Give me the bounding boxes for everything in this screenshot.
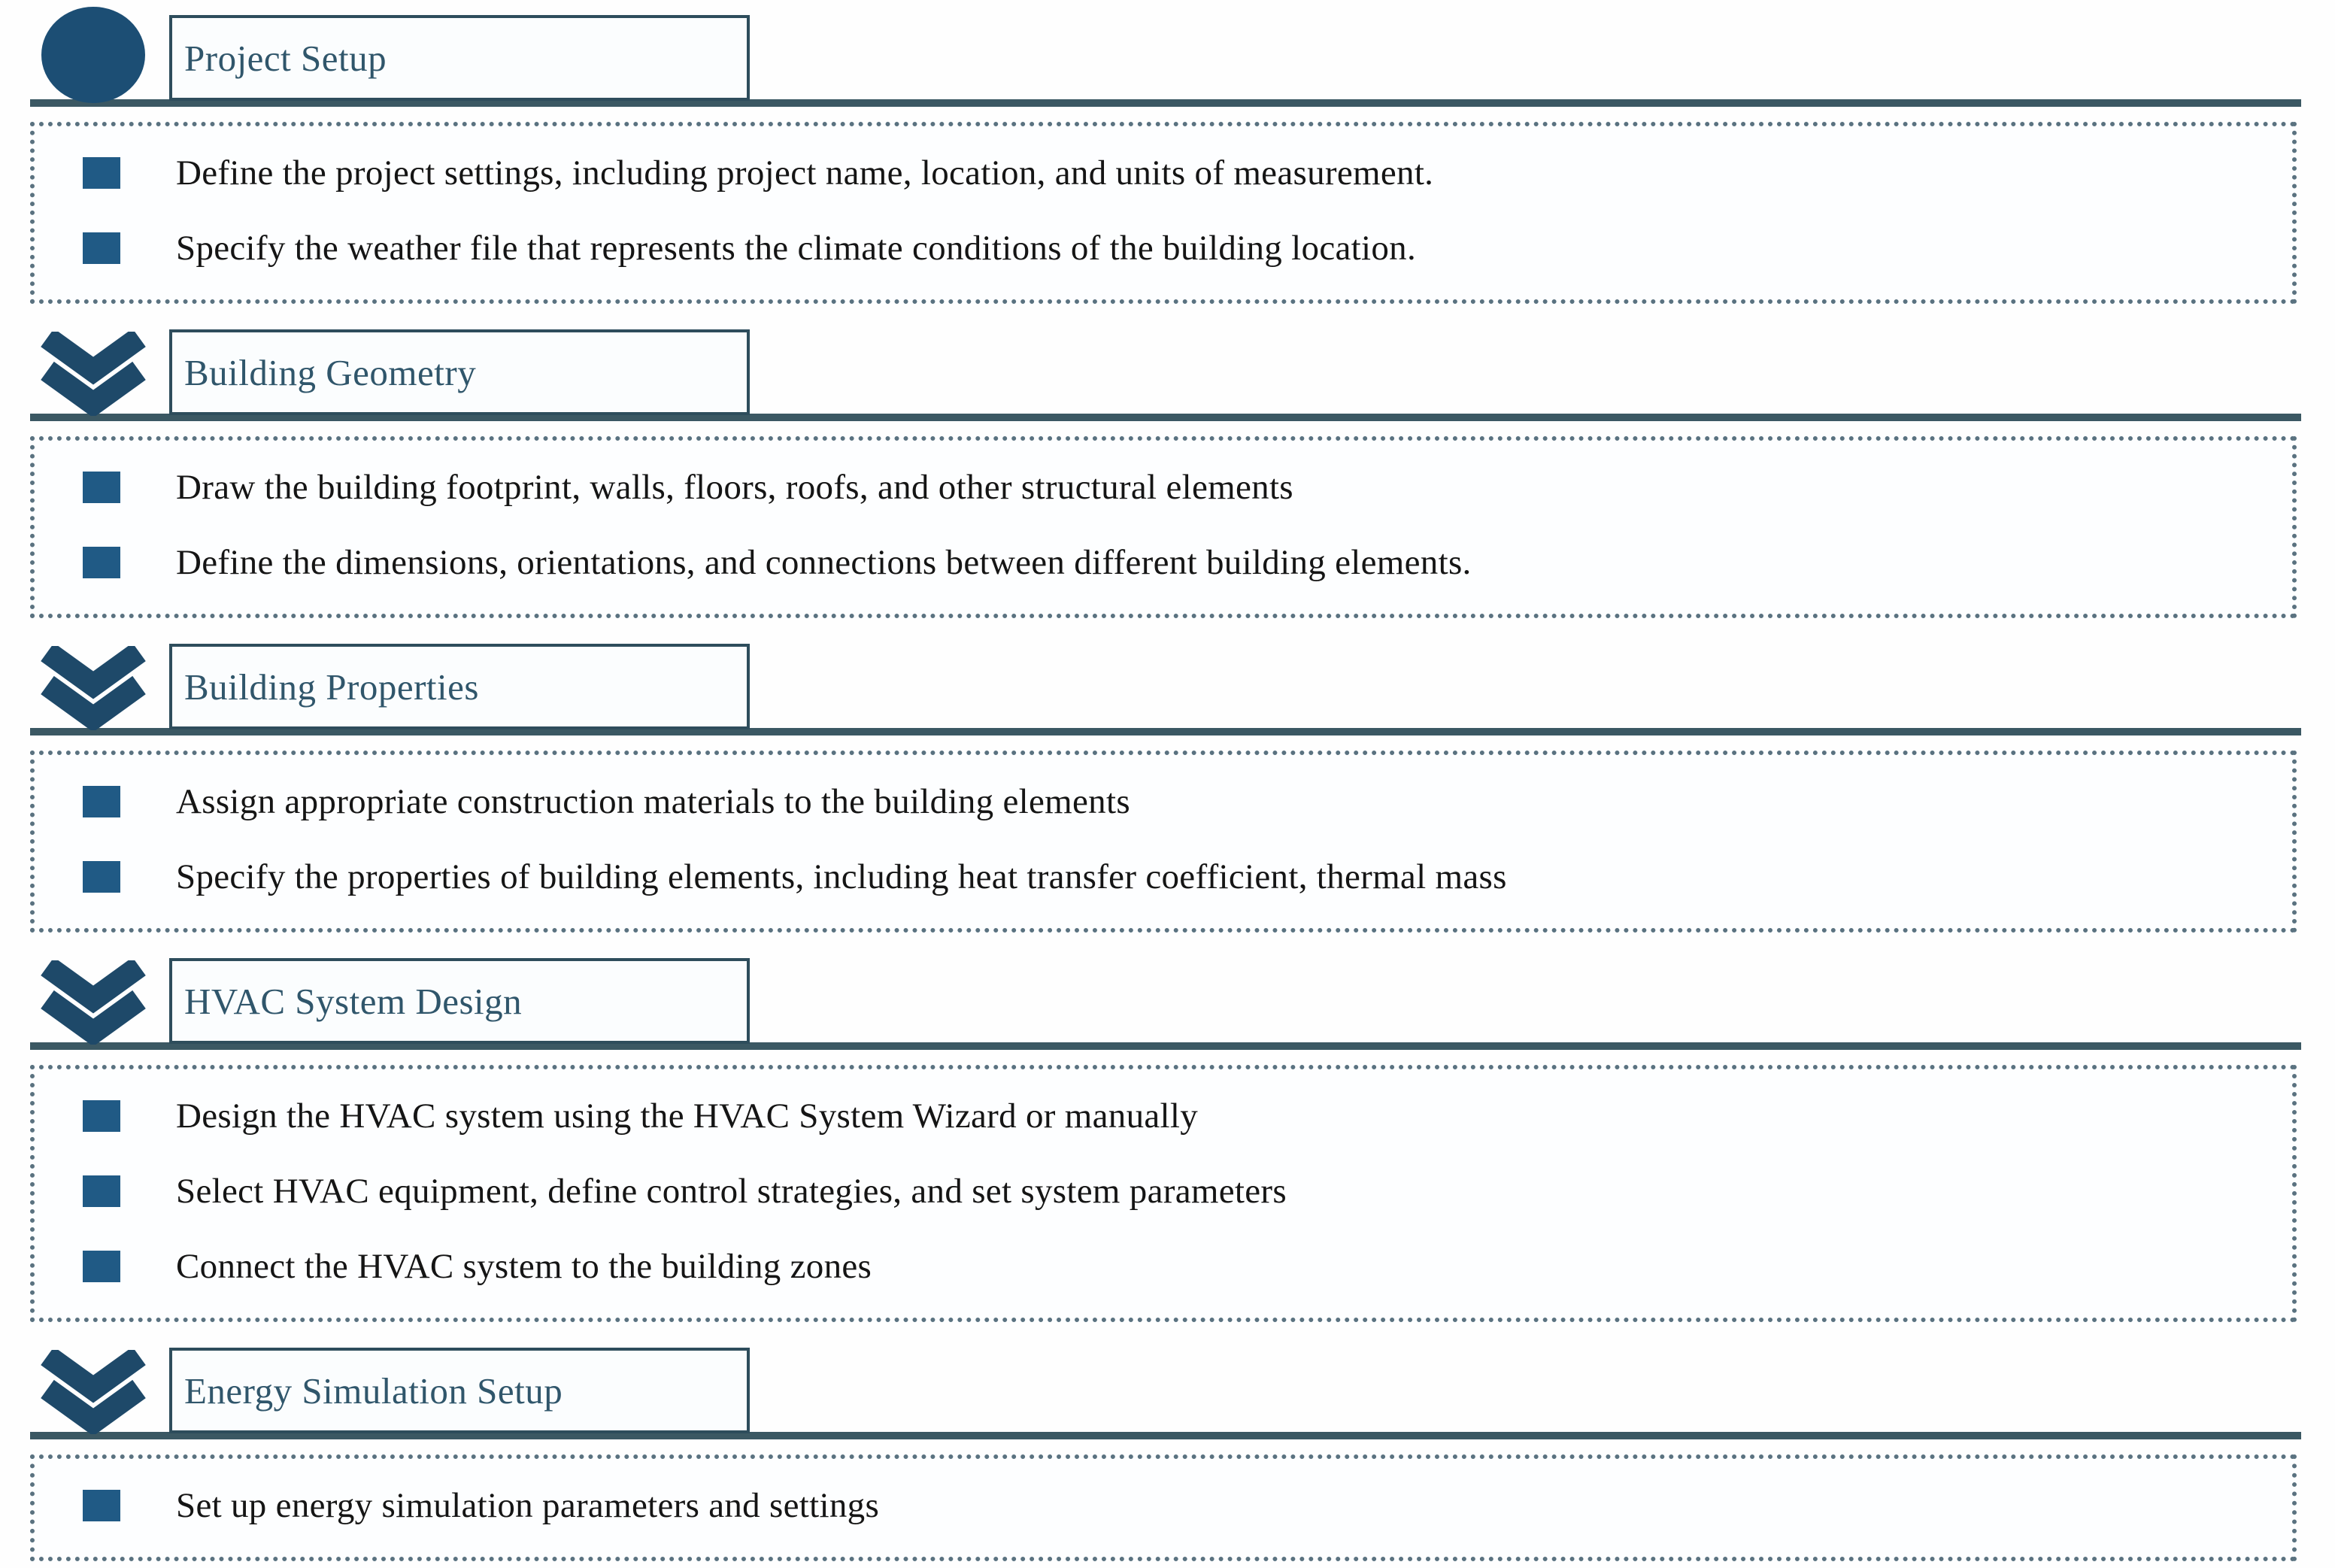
step-detail-item [35,525,2277,600]
double-chevron-down-icon [37,960,150,1045]
square-bullet-icon [83,547,120,578]
step-header-row [30,641,2297,735]
step-title: Building Geometry [184,351,477,393]
square-bullet-icon [83,861,120,893]
step-details-box [30,1454,2297,1561]
step-detail-text: Define the project settings, including project name, location, and units of measurement. [176,153,1434,193]
step-title: HVAC System Design [184,980,523,1022]
step-header-row [30,955,2297,1050]
step-title-box [169,15,750,101]
step-detail-text: Specify the properties of building elements, including heat transfer coefficient, thermal mass [176,857,1507,896]
workflow-section-project-setup [30,12,2297,304]
step-detail-text: Set up energy simulation parameters and settings [176,1486,880,1525]
step-details-box [30,1065,2297,1322]
step-title-box [169,644,750,729]
filled-circle-step-icon [41,7,145,103]
step-details-box [30,122,2297,304]
step-detail-text: Assign appropriate construction materials to the building elements [176,782,1130,821]
step-header-row [30,12,2297,107]
step-icon [36,955,150,1042]
step-detail-item [35,211,2277,286]
square-bullet-icon [83,786,120,817]
step-icon [36,12,150,99]
square-bullet-icon [83,1175,120,1207]
step-detail-text: Define the dimensions, orientations, and connections between different building elements. [176,543,1472,582]
square-bullet-icon [83,157,120,189]
double-chevron-down-icon [37,332,150,416]
workflow-section-energy-simulation-setup [30,1345,2297,1561]
step-header-row [30,1345,2297,1439]
step-detail-item [35,450,2277,525]
step-icon [36,1345,150,1432]
step-title: Energy Simulation Setup [184,1369,563,1412]
step-detail-text: Specify the weather file that represents the climate conditions of the building location. [176,229,1417,268]
square-bullet-icon [83,1490,120,1521]
step-title-box [169,958,750,1044]
step-detail-item [35,1468,2277,1543]
step-header-row [30,326,2297,421]
workflow-section-building-geometry [30,326,2297,618]
step-detail-text: Connect the HVAC system to the building zones [176,1247,872,1286]
step-icon [36,641,150,728]
workflow-section-hvac-system-design [30,955,2297,1322]
square-bullet-icon [83,1251,120,1282]
step-detail-item [35,1154,2277,1229]
step-detail-item [35,839,2277,914]
step-icon [36,326,150,414]
step-detail-item [35,135,2277,211]
step-details-box [30,751,2297,933]
double-chevron-down-icon [37,1350,150,1434]
step-detail-text: Draw the building footprint, walls, floors, roofs, and other structural elements [176,468,1293,507]
square-bullet-icon [83,232,120,264]
step-title: Project Setup [184,37,387,79]
step-detail-item [35,1078,2277,1154]
step-title: Building Properties [184,666,479,708]
workflow-diagram [30,0,2297,1561]
step-title-box [169,329,750,415]
square-bullet-icon [83,472,120,503]
step-detail-item [35,764,2277,839]
step-title-box [169,1348,750,1433]
step-detail-text: Select HVAC equipment, define control strategies, and set system parameters [176,1172,1287,1211]
step-details-box [30,436,2297,618]
double-chevron-down-icon [37,646,150,730]
workflow-section-building-properties [30,641,2297,933]
step-detail-item [35,1229,2277,1304]
step-detail-text: Design the HVAC system using the HVAC System Wizard or manually [176,1096,1199,1136]
square-bullet-icon [83,1100,120,1132]
